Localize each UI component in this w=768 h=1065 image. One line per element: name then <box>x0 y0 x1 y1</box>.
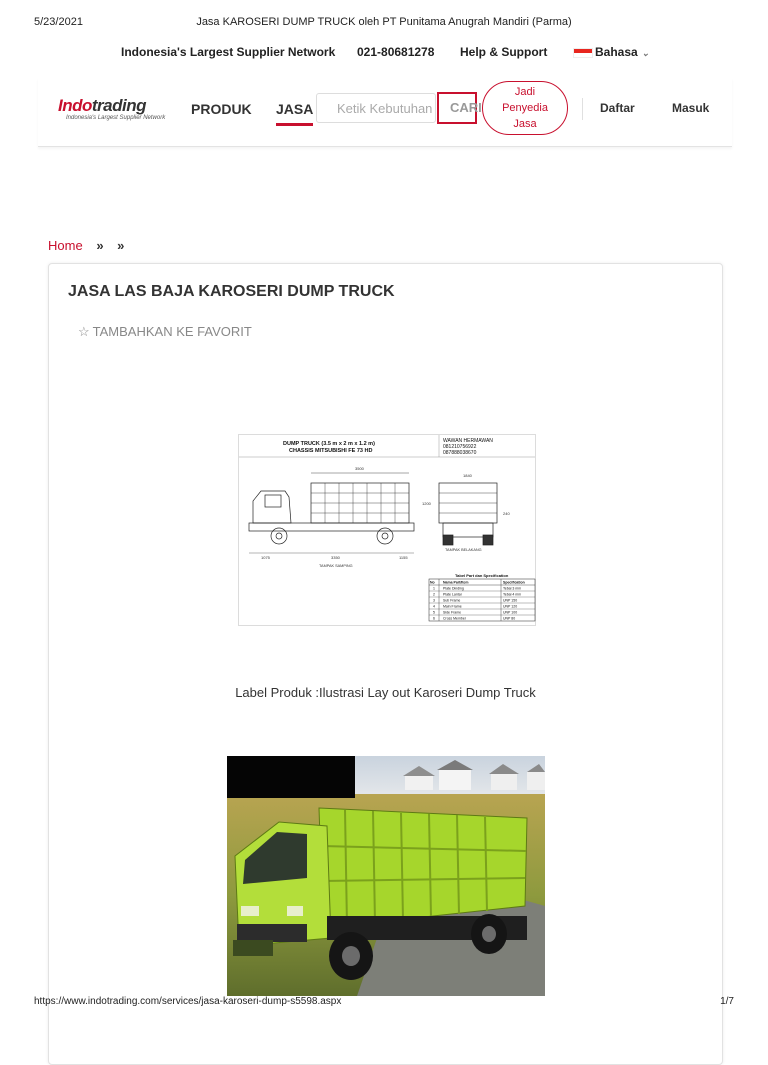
spec-table-cell: Tebal 4 mm <box>503 592 522 597</box>
network-link[interactable]: Indonesia's Largest Supplier Network <box>121 45 336 59</box>
spec-table-cell: Plate Dinding <box>443 586 464 591</box>
drawing-contact-phone: 087888038670 <box>443 450 477 456</box>
search-button[interactable]: CARI <box>437 92 477 124</box>
dump-truck-photo <box>227 756 545 996</box>
spec-table-title: Tabel Part dan Specification <box>455 573 509 578</box>
login-link[interactable]: Masuk <box>672 101 710 115</box>
add-favorite-button[interactable] <box>78 324 252 340</box>
layout-drawing-svg <box>239 435 535 625</box>
become-provider-button[interactable] <box>482 81 568 135</box>
chevron-down-icon: ⌄ <box>641 48 650 58</box>
spec-table-cell: UNP 100 <box>503 610 518 615</box>
spec-table-cell: UNP 80 <box>503 616 516 621</box>
dimension-label: 1200 <box>422 501 431 506</box>
dimension-label: 1075 <box>261 555 270 560</box>
spec-table-cell: Cross Member <box>443 616 466 621</box>
spec-table-cell: UNP 150 <box>503 598 518 603</box>
spec-table-cell: 6 <box>433 616 435 621</box>
drawing-contact-phone: 081210756922 <box>443 444 477 450</box>
spec-table-header: No <box>430 580 435 585</box>
breadcrumb-separator: » <box>117 238 125 253</box>
register-link[interactable]: Daftar <box>600 101 635 115</box>
drawing-title-1: DUMP TRUCK (3.5 m x 2 m x 1.2 m) <box>283 441 375 447</box>
logo-tagline: Indonesia's Largest Supplier Network <box>66 115 166 121</box>
product-caption: Label Produk :Ilustrasi Lay out Karoseri Dump Truck <box>235 685 536 700</box>
nav-produk[interactable]: PRODUK <box>191 101 252 117</box>
star-outline-icon: ☆ <box>78 324 90 339</box>
spec-table-cell: 2 <box>433 592 435 597</box>
spec-table-cell: 1 <box>433 586 435 591</box>
spec-table-cell: Tebal 3 mm <box>503 586 522 591</box>
print-url: https://www.indotrading.com/services/jasa-karoseri-dump-s5598.aspx <box>34 996 342 1007</box>
view-label: TAMPAK BELAKANG <box>445 548 482 552</box>
help-support-link[interactable]: Help & Support <box>460 45 548 59</box>
provider-button-label: Jadi Penyedia Jasa <box>502 86 548 130</box>
indonesia-flag-icon <box>573 48 593 58</box>
dimension-label: 1155 <box>399 555 408 560</box>
spec-table <box>429 579 535 621</box>
print-page-number: 1/7 <box>720 996 734 1007</box>
breadcrumb-home[interactable]: Home <box>48 238 83 253</box>
indotrading-logo[interactable] <box>58 96 165 121</box>
spec-table-cell: Sub Frame <box>443 598 461 603</box>
dimension-label: 3500 <box>355 466 364 471</box>
breadcrumb-separator: » <box>96 238 104 253</box>
main-navbar <box>38 78 732 147</box>
spec-table-cell: Plate Lantai <box>443 592 462 597</box>
search-input[interactable] <box>316 93 436 123</box>
product-title: JASA LAS BAJA KAROSERI DUMP TRUCK <box>68 283 395 300</box>
print-title: Jasa KAROSERI DUMP TRUCK oleh PT Punitama Anugrah Mandiri (Parma) <box>196 16 572 28</box>
spec-table-header: Nama Part/Item <box>443 580 469 585</box>
spec-table-cell: 5 <box>433 610 435 615</box>
spec-table-header: Specification <box>503 580 525 585</box>
redaction-box <box>227 756 355 798</box>
spec-table-cell: Side Frame <box>443 610 462 615</box>
print-date: 5/23/2021 <box>34 16 83 28</box>
dump-truck-photo-svg <box>227 756 545 996</box>
dimension-label: 3350 <box>331 555 340 560</box>
favorite-label: TAMBAHKAN KE FAVORIT <box>92 324 252 339</box>
truck-rear-view <box>439 483 497 545</box>
spec-table-cell: UNP 120 <box>503 604 518 609</box>
drawing-contact-name: WAWAN HERMAWAN <box>443 438 493 444</box>
drawing-title-2: CHASSIS MITSUBISHI FE 73 HD <box>289 448 373 454</box>
spec-table-cell: 4 <box>433 604 435 609</box>
view-label: TAMPAK SAMPING <box>319 564 353 568</box>
breadcrumb <box>48 238 124 253</box>
language-selector[interactable] <box>573 45 649 59</box>
spec-table-cell: Main Frame <box>443 604 462 609</box>
dimension-label: 240 <box>503 511 510 516</box>
nav-jasa[interactable]: JASA <box>276 101 313 126</box>
top-bar <box>0 45 768 63</box>
print-footer <box>0 996 768 1010</box>
spec-table-cell: 3 <box>433 598 435 603</box>
truck-side-view <box>249 473 414 544</box>
nav-divider <box>582 98 583 120</box>
phone-link[interactable]: 021-80681278 <box>357 45 435 59</box>
dimension-label: 1840 <box>463 473 472 478</box>
print-header <box>0 16 768 30</box>
product-card <box>48 263 723 1065</box>
layout-drawing-image <box>238 434 536 626</box>
logo-wordmark: Indotrading <box>58 96 146 115</box>
language-label: Bahasa <box>595 45 638 59</box>
